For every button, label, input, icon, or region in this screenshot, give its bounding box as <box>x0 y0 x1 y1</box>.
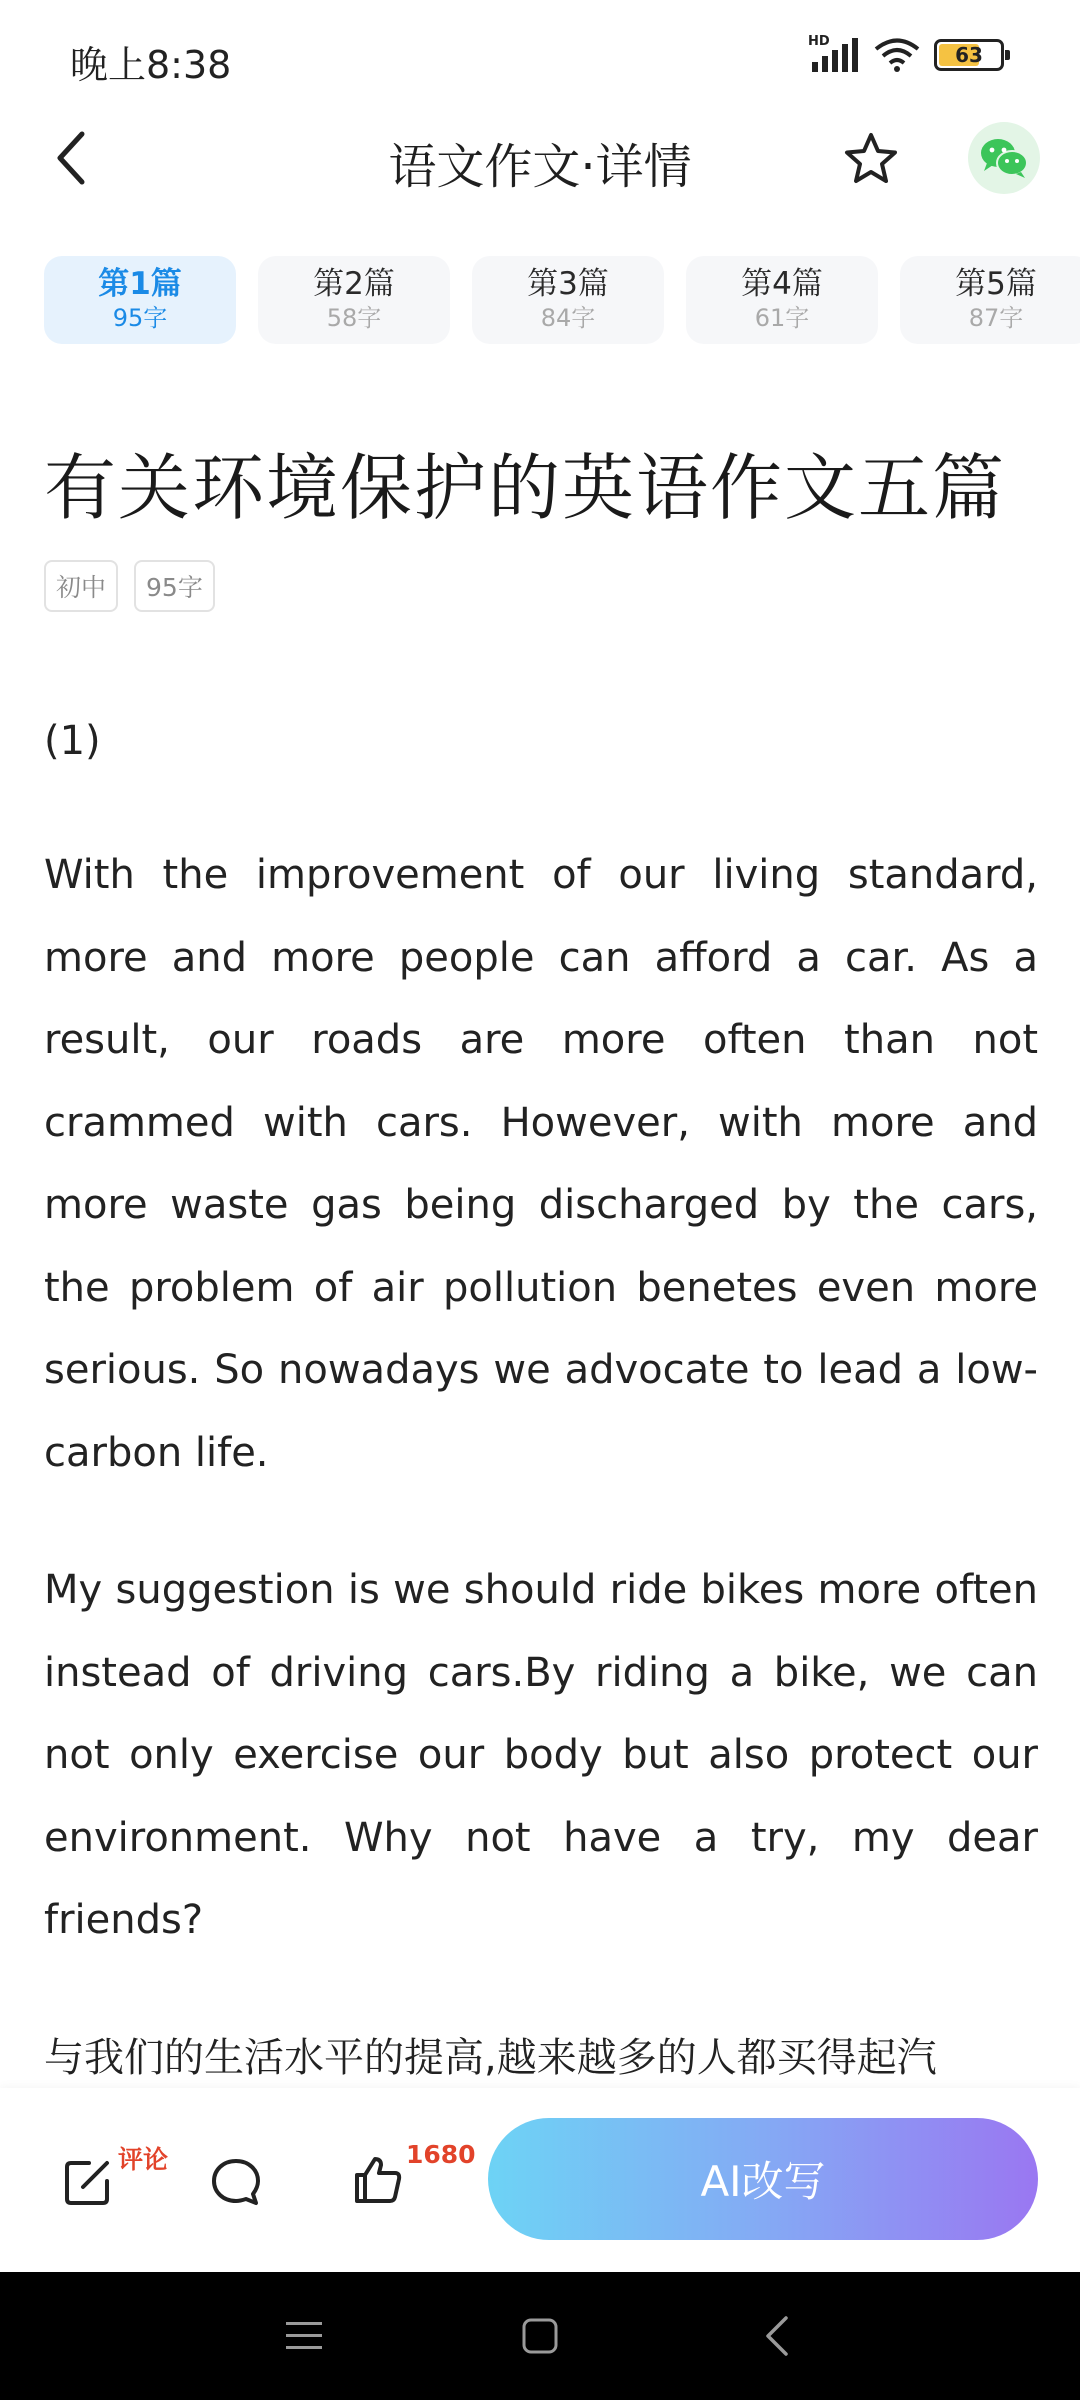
wechat-icon <box>979 136 1029 180</box>
battery-level: 63 <box>955 43 983 67</box>
tab-word-count: 58字 <box>326 304 382 332</box>
thumbs-up-icon <box>351 2153 405 2207</box>
status-time: 晚上8:38 <box>70 43 232 87</box>
tab-label: 第5篇 <box>955 266 1037 302</box>
tab-word-count: 95字 <box>112 304 168 332</box>
paragraph: My suggestion is we should ride bikes more often instead of driving cars.By riding a bike, we can not only exercise our body but also protect our environment. Why not have a try, my dear friends? <box>44 1567 1038 1943</box>
like-count: 1680 <box>406 2140 476 2169</box>
tab-word-count: 61字 <box>754 304 810 332</box>
paragraph: 与我们的生活水平的提高,越来越多的人都买得起汽 <box>44 2034 937 2081</box>
article-tags <box>44 560 215 612</box>
comment-label: 评论 <box>118 2145 169 2174</box>
comment-button[interactable] <box>204 2150 268 2214</box>
paragraph: With the improvement of our living standard, more and more people can afford a car. As a result, our roads are more often than not crammed with cars. However, with more and more waste gas being discharged by the cars, the problem of air pollution benetes even more serious. So nowadays we advocate to lead a low-carbon life. <box>44 852 1038 1476</box>
tab-essay-1[interactable] <box>44 256 236 344</box>
tab-word-count: 84字 <box>540 304 596 332</box>
menu-icon <box>284 2318 324 2354</box>
back-nav-button[interactable] <box>748 2306 808 2366</box>
bottom-action-bar <box>0 2088 1080 2272</box>
status-bar <box>0 0 1080 110</box>
like-button[interactable] <box>346 2148 410 2212</box>
wifi-icon <box>874 38 920 72</box>
signal-icon <box>808 34 860 72</box>
tag-grade: 初中 <box>44 560 118 612</box>
network-type-label: HD <box>808 34 830 49</box>
header <box>0 110 1080 210</box>
wechat-share-button[interactable] <box>968 122 1040 194</box>
page-title: 语文作文·详情 <box>388 139 692 195</box>
article-title: 有关环境保护的英语作文五篇 <box>44 446 1007 530</box>
favorite-button[interactable] <box>838 126 904 192</box>
home-square-icon <box>520 2316 560 2356</box>
system-nav-bar <box>0 2272 1080 2400</box>
battery-icon <box>934 39 1004 71</box>
home-nav-button[interactable] <box>510 2306 570 2366</box>
tag-word-count: 95字 <box>134 560 215 612</box>
comment-bubble-icon <box>209 2155 263 2209</box>
tab-label: 第1篇 <box>98 266 182 302</box>
tab-essay-5[interactable] <box>900 256 1080 344</box>
edit-icon <box>61 2155 115 2209</box>
tab-label: 第2篇 <box>313 266 395 302</box>
star-outline-icon <box>842 130 900 188</box>
ai-rewrite-button[interactable]: AI改写 <box>488 2118 1038 2240</box>
tab-word-count: 87字 <box>968 304 1024 332</box>
write-comment-button[interactable] <box>56 2150 120 2214</box>
status-icons <box>808 34 1004 72</box>
essay-tabs <box>0 256 1080 346</box>
section-number: (1) <box>44 718 101 764</box>
back-triangle-icon <box>760 2314 796 2358</box>
tab-label: 第4篇 <box>741 266 823 302</box>
tab-label: 第3篇 <box>527 266 609 302</box>
tab-essay-2[interactable] <box>258 256 450 344</box>
menu-nav-button[interactable] <box>274 2306 334 2366</box>
tab-essay-4[interactable] <box>686 256 878 344</box>
article-body <box>44 700 1038 2154</box>
tab-essay-3[interactable] <box>472 256 664 344</box>
